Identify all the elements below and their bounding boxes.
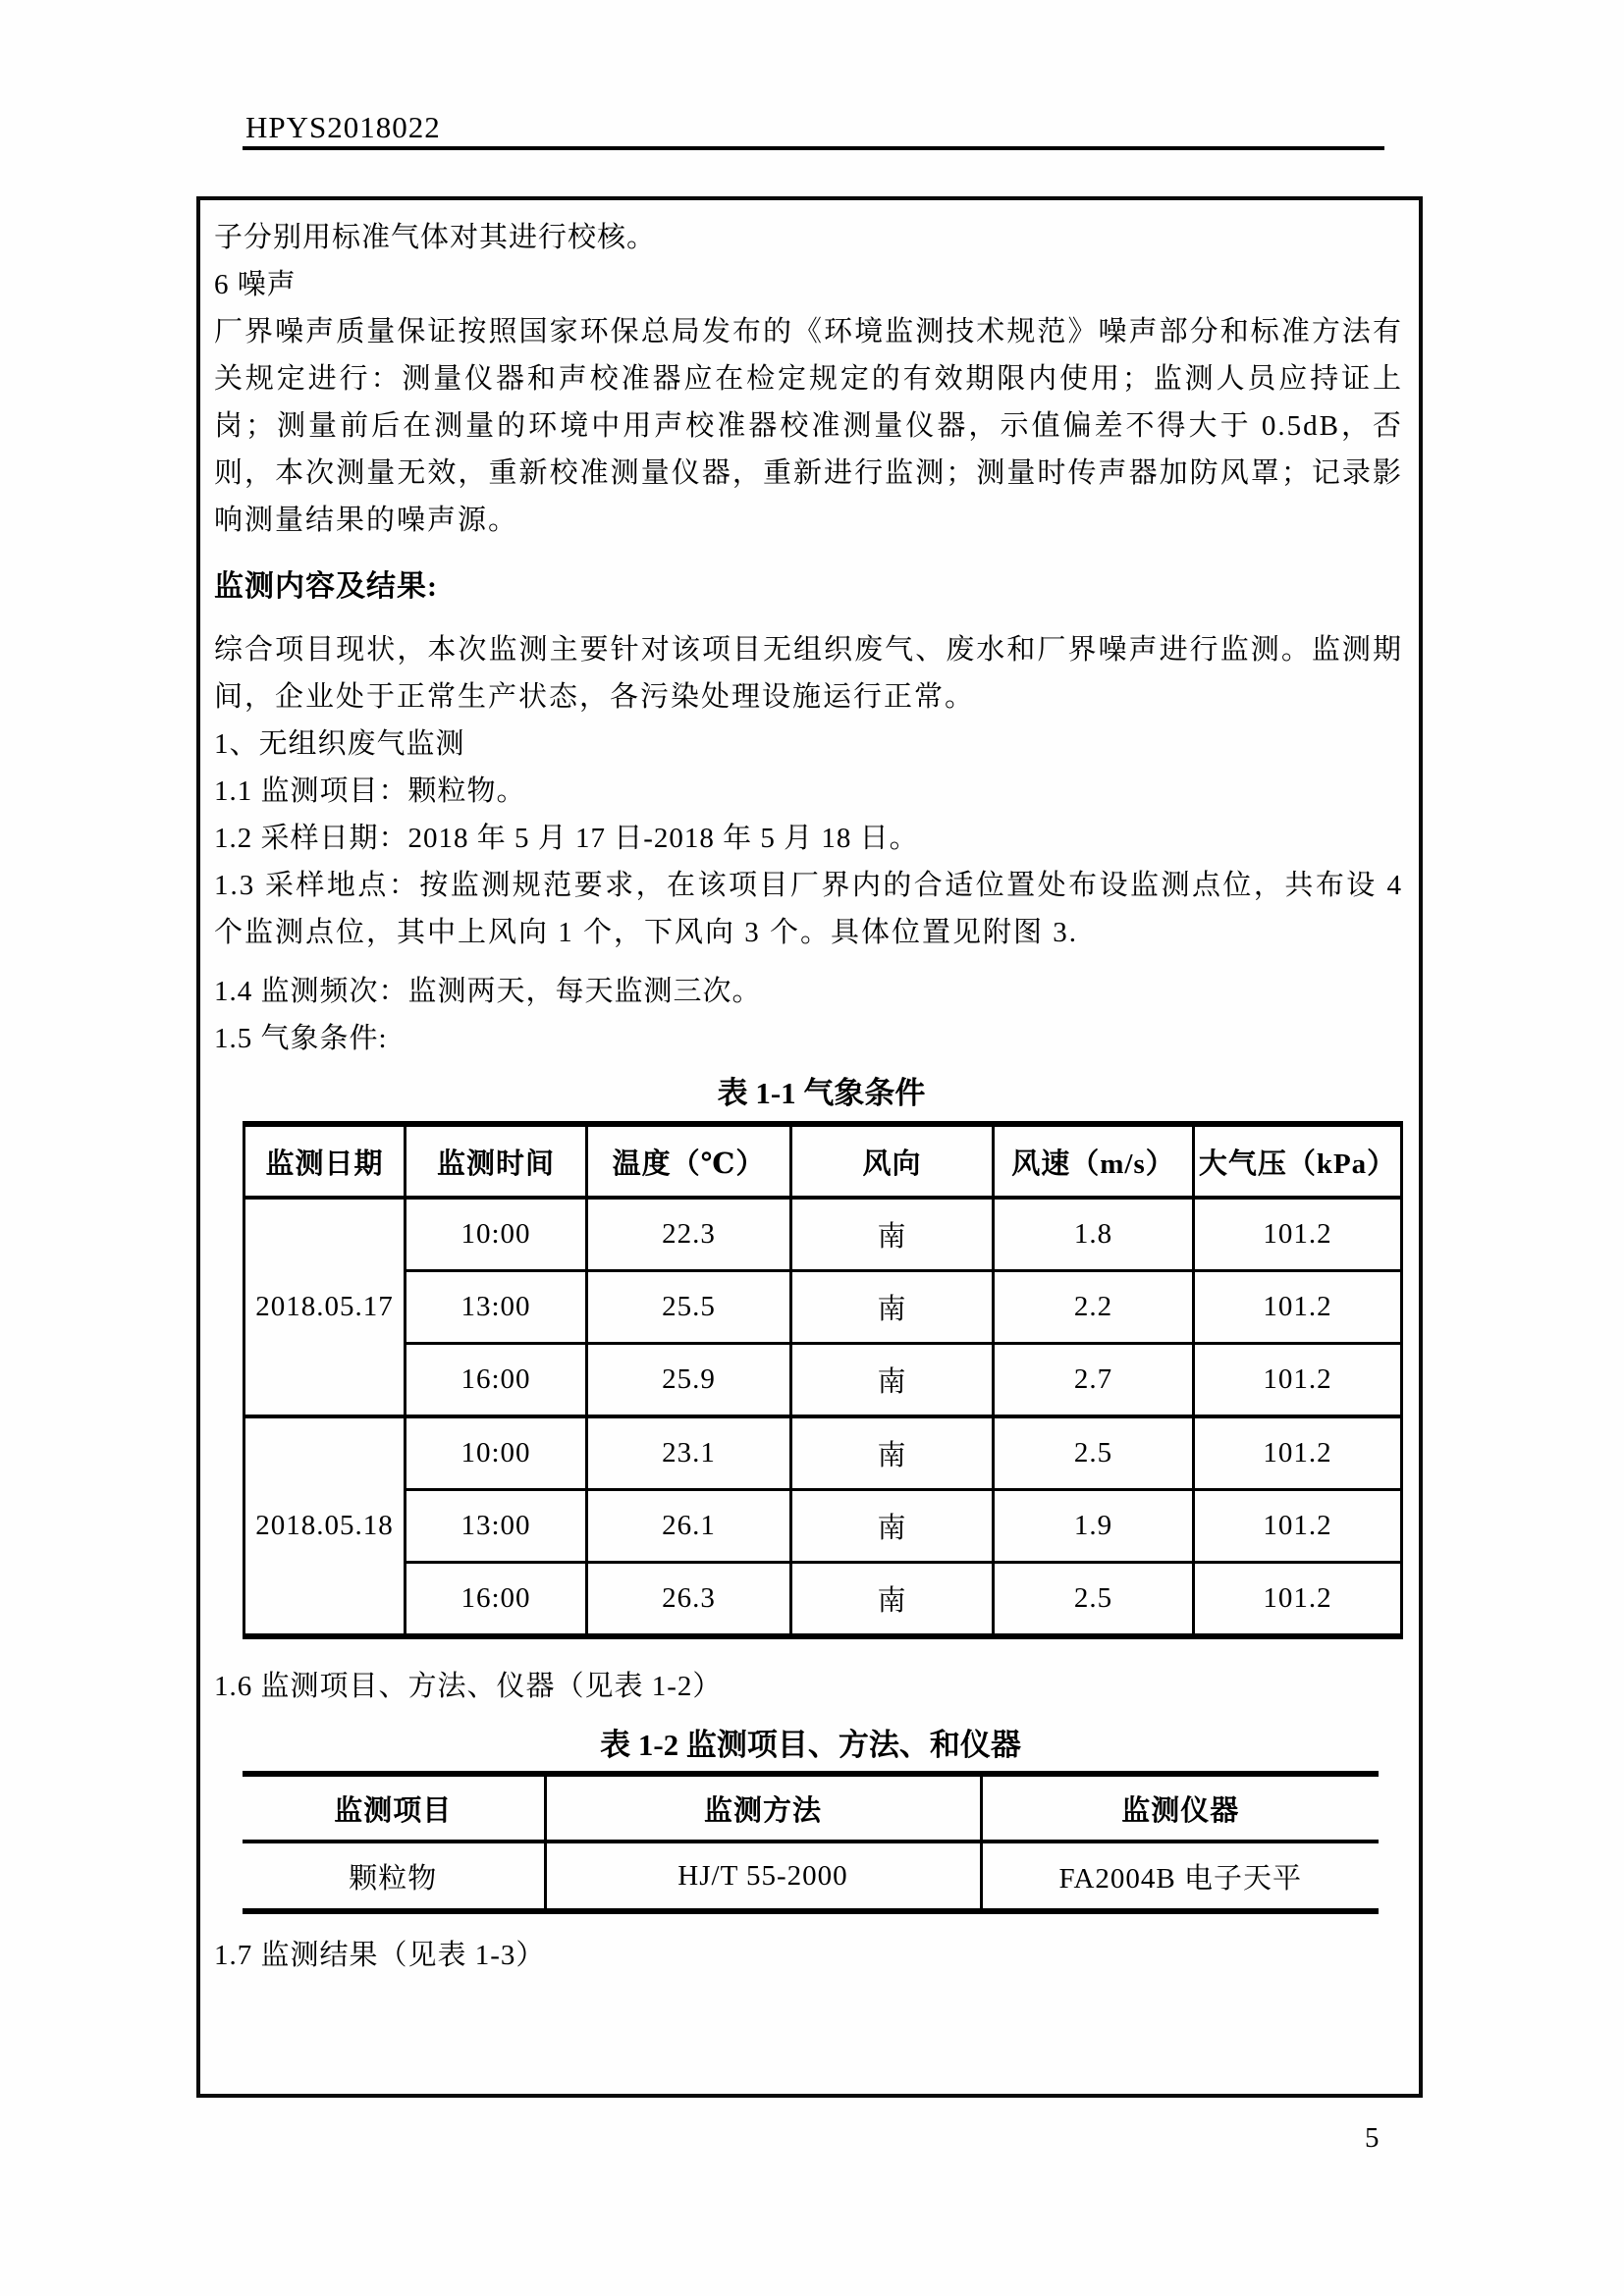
time-cell: 16:00 (406, 1563, 587, 1637)
methods-table-title: 表 1-2 监测项目、方法、和仪器 (600, 1728, 1021, 1762)
col-header-monitor-instrument: 监测仪器 (981, 1774, 1379, 1842)
weather-table-header-row (244, 1124, 1402, 1198)
item-1-3: 1.3 采样地点：按监测规范要求，在该项目厂界内的合适位置处布设监测点位，共布设 4 个监测点位，其中上风向 1 个，下风向 3 个。具体位置见附图 3. (214, 870, 1403, 948)
col-header-pressure: 大气压（kPa） (1194, 1124, 1402, 1198)
table-row (244, 1490, 1402, 1563)
temperature-cell: 23.1 (587, 1416, 791, 1490)
item-1-6: 1.6 监测项目、方法、仪器（见表 1-2） (214, 1671, 723, 1702)
table-row (244, 1344, 1402, 1417)
item-1-7: 1.7 监测结果（见表 1-3） (214, 1940, 546, 1971)
results-heading: 监测内容及结果: (214, 570, 438, 603)
temperature-cell: 26.1 (587, 1490, 791, 1563)
monitor-item-cell: 颗粒物 (349, 1862, 438, 1895)
weather-table (243, 1121, 1403, 1639)
wind-speed-cell: 2.7 (994, 1344, 1194, 1417)
wind-direction-cell: 南 (791, 1344, 994, 1417)
time-cell: 10:00 (406, 1198, 587, 1271)
overview-paragraph: 综合项目现状，本次监测主要针对该项目无组织废气、废水和厂界噪声进行监测。监测期间，企业处于正常生产状态，各污染处理设施运行正常。 (214, 634, 1403, 713)
pressure-cell: 101.2 (1194, 1490, 1402, 1563)
item-1-1: 1.1 监测项目：颗粒物。 (214, 775, 526, 807)
table-row (244, 1416, 1402, 1490)
wind-speed-cell: 1.8 (994, 1198, 1194, 1271)
wind-speed-cell: 2.5 (994, 1563, 1194, 1637)
temperature-cell: 25.5 (587, 1271, 791, 1344)
item-1: 1、无组织废气监测 (214, 728, 465, 760)
col-header-wind-speed: 风速（m/s） (994, 1124, 1194, 1198)
date-cell: 2018.05.18 (244, 1416, 406, 1636)
table-row (244, 1198, 1402, 1271)
pressure-cell: 101.2 (1194, 1271, 1402, 1344)
item-1-5: 1.5 气象条件: (214, 1023, 388, 1054)
table-row (244, 1563, 1402, 1637)
pressure-cell: 101.2 (1194, 1416, 1402, 1490)
col-header-date: 监测日期 (244, 1124, 406, 1198)
time-cell: 16:00 (406, 1344, 587, 1417)
wind-speed-cell: 2.5 (994, 1416, 1194, 1490)
monitor-method-cell: HJ/T 55-2000 (545, 1842, 981, 1911)
time-cell: 13:00 (406, 1490, 587, 1563)
table-row (244, 1271, 1402, 1344)
wind-speed-cell: 1.9 (994, 1490, 1194, 1563)
col-header-time: 监测时间 (406, 1124, 587, 1198)
methods-table-header-row (243, 1774, 1379, 1842)
document-code: HPYS2018022 (245, 110, 441, 144)
wind-direction-cell: 南 (791, 1563, 994, 1637)
wind-direction-cell: 南 (791, 1490, 994, 1563)
time-cell: 13:00 (406, 1271, 587, 1344)
pressure-cell: 101.2 (1194, 1563, 1402, 1637)
wind-speed-cell: 2.2 (994, 1271, 1194, 1344)
weather-table-title: 表 1-1 气象条件 (717, 1076, 926, 1110)
wind-direction-cell: 南 (791, 1271, 994, 1344)
content-box (196, 196, 1423, 2098)
col-header-monitor-method: 监测方法 (545, 1774, 981, 1842)
noise-qa-paragraph: 厂界噪声质量保证按照国家环保总局发布的《环境监测技术规范》噪声部分和标准方法有关规定进行：测量仪器和声校准器应在检定规定的有效期限内使用；监测人员应持证上岗；测量前后在测量的环境中用声校准器校准测量仪器，示值偏差不得大于 0.5dB，否则，本次测量无效，重新校准测量仪器，重新进行监测；测量时传声器加防风罩；记录影响测量结果的噪声源。 (214, 316, 1403, 536)
wind-direction-cell: 南 (791, 1198, 994, 1271)
col-header-monitor-item: 监测项目 (243, 1774, 545, 1842)
col-header-temperature: 温度（℃） (587, 1124, 791, 1198)
pressure-cell: 101.2 (1194, 1344, 1402, 1417)
monitor-instrument-cell: FA2004B 电子天平 (981, 1842, 1379, 1911)
table-row (243, 1842, 1379, 1911)
temperature-cell: 25.9 (587, 1344, 791, 1417)
date-cell: 2018.05.17 (244, 1198, 406, 1416)
item-1-2: 1.2 采样日期：2018 年 5 月 17 日-2018 年 5 月 18 日。 (214, 823, 919, 854)
section-6-heading: 6 噪声 (214, 269, 297, 300)
wind-direction-cell: 南 (791, 1416, 994, 1490)
header-rule (243, 146, 1384, 150)
carryover-line: 子分别用标准气体对其进行校核。 (214, 222, 657, 253)
time-cell: 10:00 (406, 1416, 587, 1490)
temperature-cell: 26.3 (587, 1563, 791, 1637)
temperature-cell: 22.3 (587, 1198, 791, 1271)
item-1-4: 1.4 监测频次：监测两天，每天监测三次。 (214, 976, 762, 1007)
page-number: 5 (1365, 2122, 1380, 2154)
methods-table (243, 1771, 1379, 1914)
pressure-cell: 101.2 (1194, 1198, 1402, 1271)
col-header-wind-direction: 风向 (791, 1124, 994, 1198)
